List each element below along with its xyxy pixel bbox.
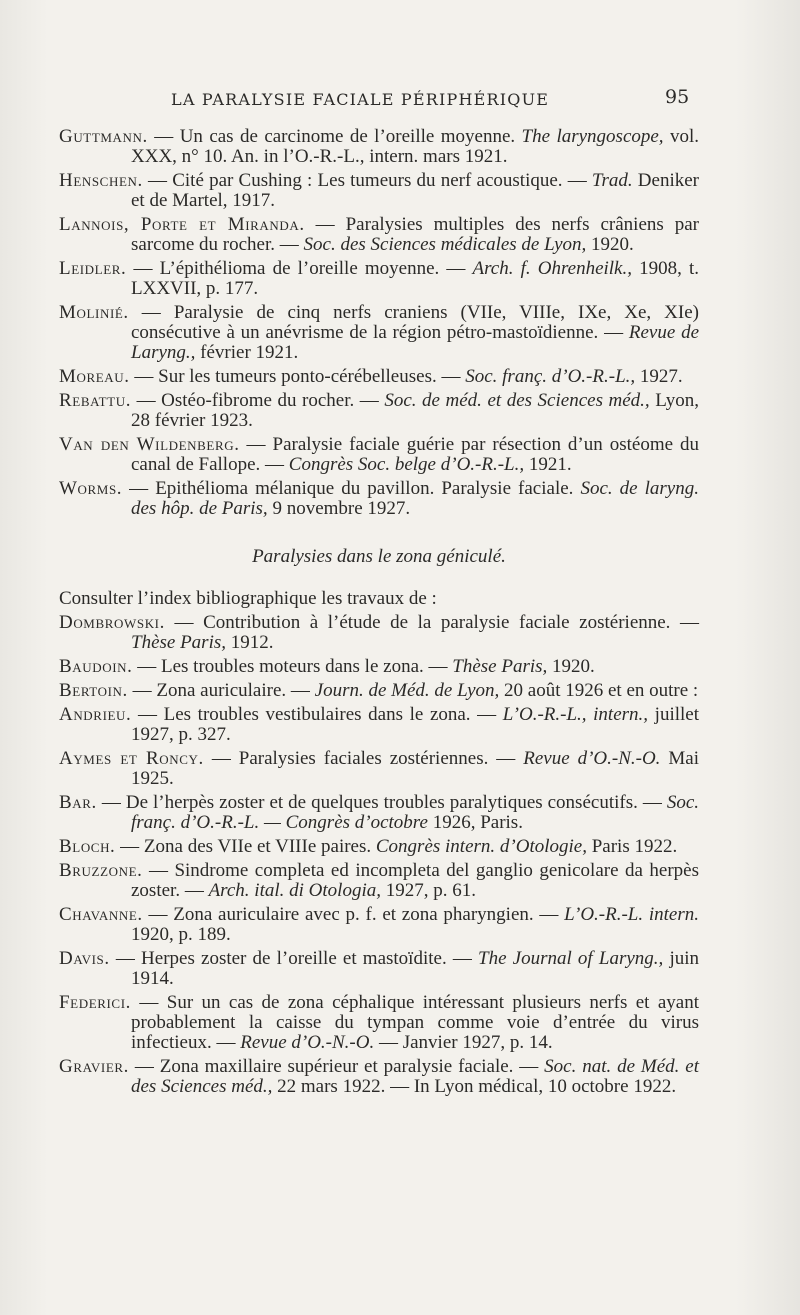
entry-text: — Paralysies faciales zostériennes. — xyxy=(203,748,524,769)
reference-entry xyxy=(59,681,699,701)
source-title: Congrès Soc. belge d’O.-R.-L., xyxy=(288,454,525,475)
author-name: Lannois, Porte et Miranda. xyxy=(59,214,305,235)
entry-text: — Paralysie faciale guérie par résection d’un ostéome du canal de Fallope. — xyxy=(131,434,699,475)
entry-text: — Sindrome completa ed incompleta del ganglio genicolare da herpès zoster. — xyxy=(131,860,699,901)
entry-details: — Janvier 1927, p. 14. xyxy=(374,1032,553,1053)
entry-details: 1926, Paris. xyxy=(427,812,523,833)
entry-text: — Zona maxillaire supérieur et paralysie faciale. — xyxy=(128,1056,545,1077)
source-title: Congrès intern. d’Otologie, xyxy=(375,836,587,857)
section-intro: Consulter l’index bibliographique les travaux de : xyxy=(59,588,437,609)
entry-details: vol. XXX, n° 10. An. in l’O.-R.-L., intern. mars 1921. xyxy=(131,126,699,167)
author-name: Bar. xyxy=(59,792,97,813)
page-number: 95 xyxy=(665,86,690,108)
source-title: Thèse Paris, xyxy=(452,656,548,677)
source-title: Soc. nat. de Méd. et des Sciences méd., xyxy=(131,1056,699,1097)
entry-details: 1920, p. 189. xyxy=(131,924,231,945)
source-title: Soc. de méd. et des Sciences méd., xyxy=(384,390,650,411)
author-name: Molinié. xyxy=(59,302,129,323)
entry-details: Deniker et de Martel, 1917. xyxy=(131,170,699,211)
entry-details: février 1921. xyxy=(195,342,299,363)
source-title: The laryngoscope, xyxy=(521,126,664,147)
entry-text: — Herpes zoster de l’oreille et mastoïdite. — xyxy=(109,948,479,969)
reference-entry xyxy=(59,367,699,387)
entry-details: 1912. xyxy=(226,632,274,653)
author-name: Andrieu. xyxy=(59,704,132,725)
entry-details: 1927. xyxy=(635,366,683,387)
entry-text: — Epithélioma mélanique du pavillon. Paralysie faciale. xyxy=(122,478,581,499)
author-name: Bertoin. xyxy=(59,680,128,701)
author-name: Dombrowski. xyxy=(59,612,165,633)
entry-details: 9 novembre 1927. xyxy=(267,498,411,519)
author-name: Baudoin. xyxy=(59,656,133,677)
section-heading: Paralysies dans le zona géniculé. xyxy=(252,546,506,567)
running-title: LA PARALYSIE FACIALE PÉRIPHÉRIQUE xyxy=(171,90,550,109)
source-title: Soc. des Sciences médicales de Lyon, xyxy=(303,234,587,255)
entry-text: — Sur les tumeurs ponto-cérébelleuses. — xyxy=(129,366,466,387)
author-name: Federici. xyxy=(59,992,131,1013)
reference-entry xyxy=(59,391,699,431)
entry-text: — Zona des VIIe et VIIIe paires. xyxy=(115,836,376,857)
reference-entry xyxy=(59,861,699,901)
entry-details: 1921. xyxy=(524,454,572,475)
reference-entry xyxy=(59,793,699,833)
entry-details: Paris 1922. xyxy=(586,836,678,857)
entry-details: 1920. xyxy=(586,234,634,255)
reference-entry xyxy=(59,171,699,211)
author-name: Moreau. xyxy=(59,366,130,387)
entry-text: — Contribution à l’étude de la paralysie faciale zostérienne. — xyxy=(164,612,699,633)
reference-entry xyxy=(59,479,699,519)
reference-entry xyxy=(59,993,699,1053)
author-name: Bruzzone. xyxy=(59,860,143,881)
author-name: Henschen. xyxy=(59,170,143,191)
source-title: L’O.-R.-L., intern., xyxy=(502,704,649,725)
entry-text: — Les troubles vestibulaires dans le zona. — xyxy=(131,704,503,725)
source-title: The Journal of Laryng., xyxy=(478,948,664,969)
reference-entry xyxy=(59,837,699,857)
author-name: Chavanne. xyxy=(59,904,143,925)
reference-entry xyxy=(59,215,699,255)
reference-entry xyxy=(59,705,699,745)
entry-details: 1920. xyxy=(547,656,595,677)
entry-text: — Paralysies multiples des nerfs crâniens par sarcome du rocher. — xyxy=(131,214,699,255)
bibliography xyxy=(59,127,699,1101)
reference-entry xyxy=(59,127,699,167)
author-name: Rebattu. xyxy=(59,390,132,411)
source-title: Revue d’O.-N.-O. xyxy=(240,1032,375,1053)
author-name: Davis. xyxy=(59,948,110,969)
source-title: Thèse Paris, xyxy=(131,632,226,653)
reference-entry xyxy=(59,905,699,945)
author-name: Worms. xyxy=(59,478,123,499)
reference-entry xyxy=(59,1057,699,1097)
source-title: Journ. de Méd. de Lyon, xyxy=(314,680,500,701)
reference-entry xyxy=(59,613,699,653)
reference-entry xyxy=(59,949,699,989)
reference-entry xyxy=(59,259,699,299)
references-list xyxy=(59,613,699,1097)
source-title: Soc. franç. d’O.-R.-L., xyxy=(465,366,636,387)
reference-entry xyxy=(59,749,699,789)
entry-details: Lyon, 28 février 1923. xyxy=(131,390,699,431)
entry-text: — Les troubles moteurs dans le zona. — xyxy=(132,656,453,677)
author-name: Van den Wildenberg. xyxy=(59,434,240,455)
entry-text: — Zona auriculaire. — xyxy=(127,680,315,701)
source-title: Trad. xyxy=(591,170,633,191)
source-title: Soc. franç. d’O.-R.-L. — Congrès d’octobre xyxy=(131,792,699,833)
entry-details: 1927, p. 61. xyxy=(380,880,476,901)
entry-text: — Un cas de carcinome de l’oreille moyenne. xyxy=(147,126,522,147)
author-name: Guttmann. xyxy=(59,126,148,147)
author-name: Leidler. xyxy=(59,258,127,279)
entry-details: juillet 1927, p. 327. xyxy=(131,704,699,745)
entry-text: — Cité par Cushing : Les tumeurs du nerf acoustique. — xyxy=(142,170,592,191)
entry-text: — Sur un cas de zona céphalique intéressant plusieurs nerfs et ayant probablement la caisse du tympan comme voie d’entrée du virus infectieux. — xyxy=(131,992,699,1053)
author-name: Aymes et Roncy. xyxy=(59,748,204,769)
entry-text: — Ostéo-fibrome du rocher. — xyxy=(131,390,385,411)
source-title: Soc. de laryng. des hôp. de Paris, xyxy=(131,478,699,519)
entry-text: — Paralysie de cinq nerfs craniens (VIIe, VIIIe, IXe, Xe, XIe) consécutive à un anévrisme de la région pétro-mastoïdienne. — xyxy=(128,302,699,343)
source-title: L’O.-R.-L. intern. xyxy=(564,904,699,925)
source-title: Arch. f. Ohrenheilk., xyxy=(472,258,632,279)
reference-entry xyxy=(59,303,699,363)
author-name: Gravier. xyxy=(59,1056,129,1077)
references-list xyxy=(59,127,699,519)
running-head xyxy=(0,86,800,116)
source-title: Revue de Laryng., xyxy=(131,322,699,363)
reference-entry xyxy=(59,657,699,677)
entry-text: — Zona auriculaire avec p. f. et zona pharyngien. — xyxy=(142,904,565,925)
entry-details: juin 1914. xyxy=(131,948,699,989)
entry-details: 22 mars 1922. — In Lyon médical, 10 octobre 1922. xyxy=(272,1076,677,1097)
source-title: Arch. ital. di Otologia, xyxy=(208,880,381,901)
entry-details: 20 août 1926 et en outre : xyxy=(499,680,699,701)
entry-text: — De l’herpès zoster et de quelques troubles paralytiques consécutifs. — xyxy=(96,792,667,813)
entry-text: — L’épithélioma de l’oreille moyenne. — xyxy=(126,258,473,279)
entry-details: 1908, t. LXXVII, p. 177. xyxy=(131,258,699,299)
reference-entry xyxy=(59,435,699,475)
source-title: Revue d’O.-N.-O. xyxy=(523,748,661,769)
author-name: Bloch. xyxy=(59,836,116,857)
entry-details: Mai 1925. xyxy=(131,748,699,789)
